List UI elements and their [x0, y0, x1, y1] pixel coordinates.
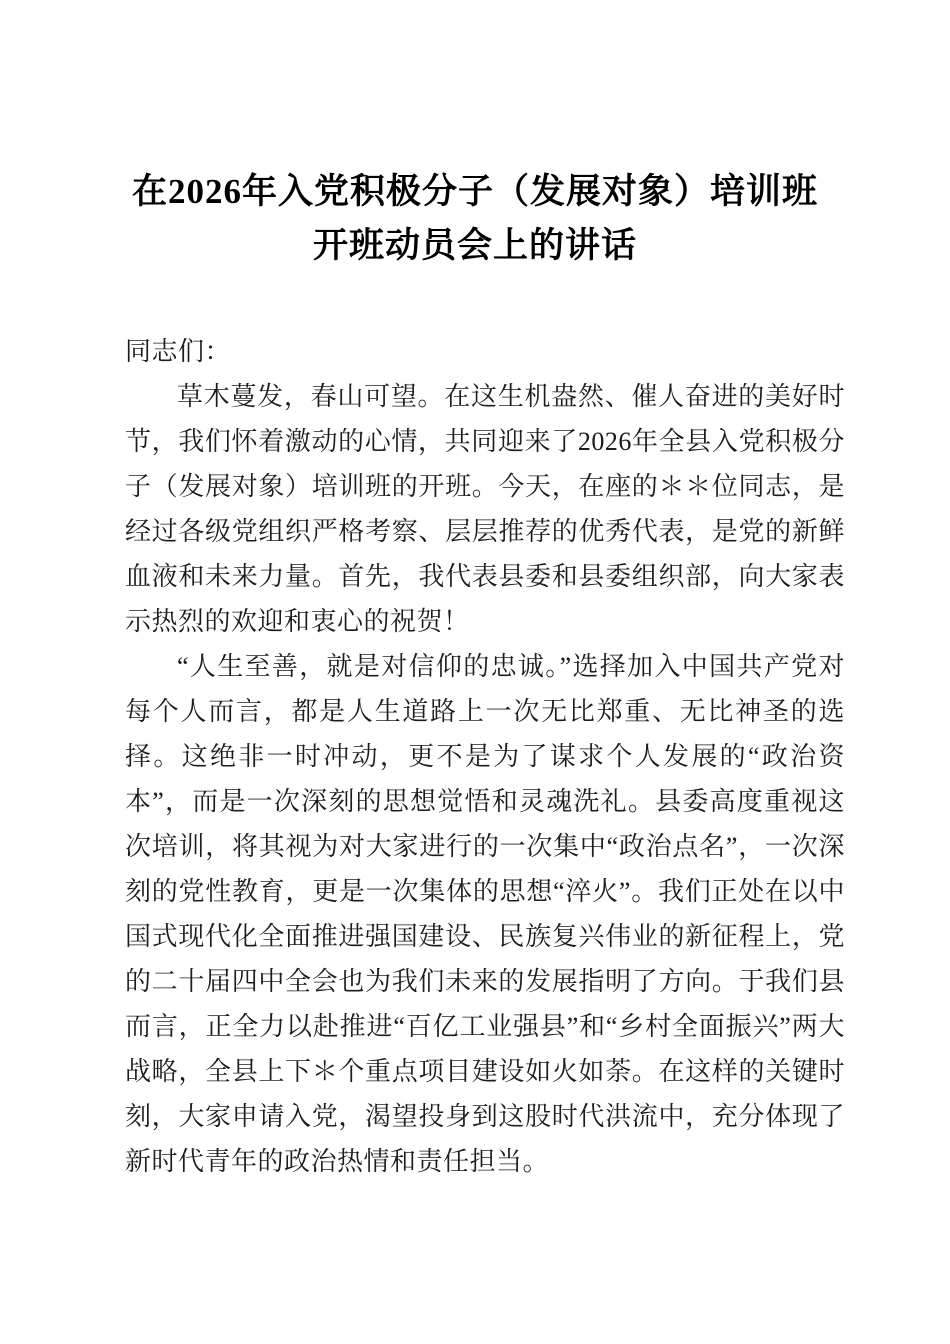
title-line-1: 在2026年入党积极分子（发展对象）培训班: [131, 172, 818, 211]
salutation: 同志们：: [125, 337, 232, 366]
title-line-2: 开班动员会上的讲话: [312, 226, 637, 265]
document-title: [0, 0, 950, 273]
document-body: [125, 329, 845, 1184]
paragraph-main: “人生至善，就是对信仰的忠诚。”选择加入中国共产党对每个人而言，都是人生道路上一次无比郑重、无比神圣的选择。这绝非一时冲动，更不是为了谋求个人发展的“政治资本”，而是一次深刻的思想觉悟和灵魂洗礼。县委高度重视这次培训，将其视为对大家进行的一次集中“政治点名”，一次深刻的党性教育，更是一次集体的思想“淬火”。我们正处在以中国式现代化全面推进强国建设、民族复兴伟业的新征程上，党的二十届四中全会也为我们未来的发展指明了方向。于我们县而言，正全力以赴推进“百亿工业强县”和“乡村全面振兴”两大战略，全县上下＊个重点项目建设如火如荼。在这样的关键时刻，大家申请入党，渴望投身到这股时代洪流中，充分体现了新时代青年的政治热情和责任担当。: [125, 652, 845, 1176]
paragraph-opening: 草木蔓发，春山可望。在这生机盎然、催人奋进的美好时节，我们怀着激动的心情，共同迎来了2026年全县入党积极分子（发展对象）培训班的开班。今天，在座的＊＊位同志，是经过各级党组织严格考察、层层推荐的优秀代表，是党的新鲜血液和未来力量。首先，我代表县委和县委组织部，向大家表示热烈的欢迎和衷心的祝贺！: [125, 382, 845, 636]
